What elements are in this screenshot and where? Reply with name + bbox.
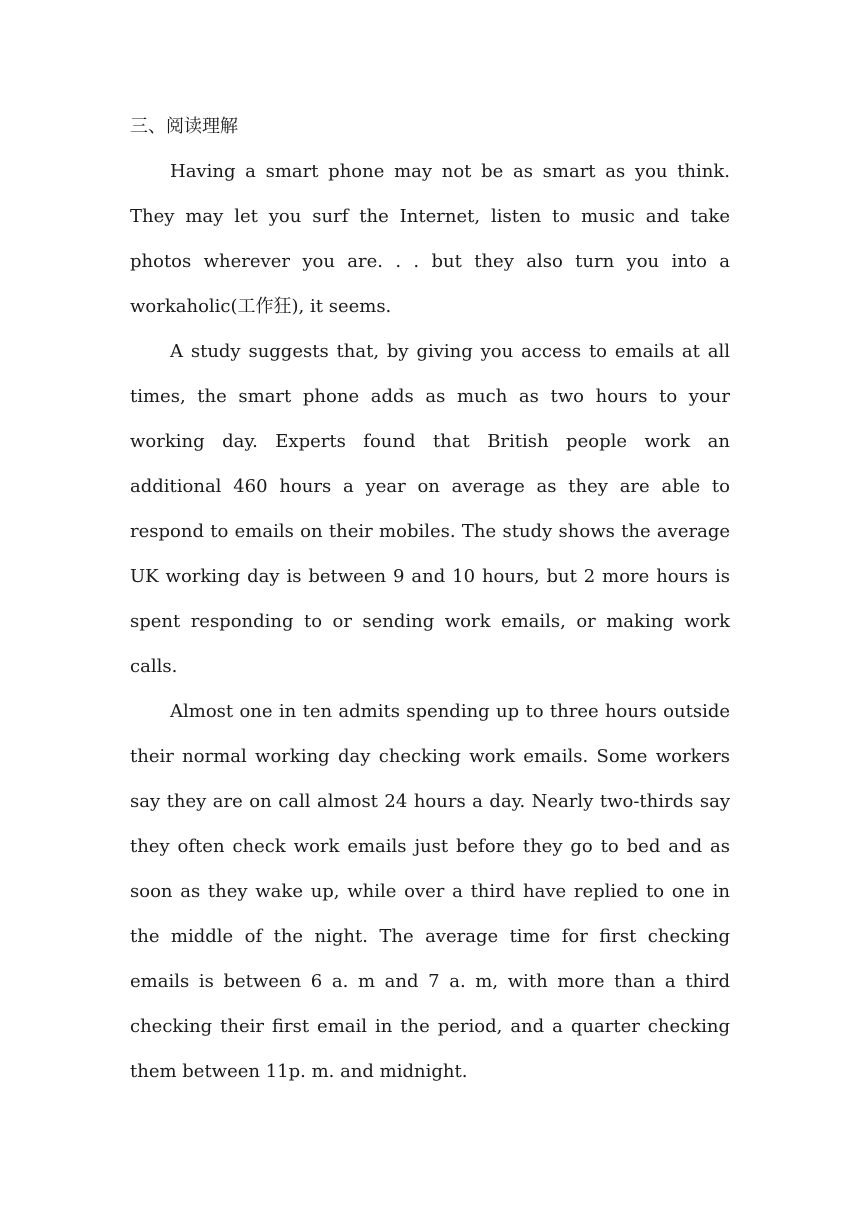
paragraph-1: Having a smart phone may not be as smart as you think. They may let you surf the Internet, listen to music and take photos wherever you are. . . but they also turn you into a workaholic(工作狂), it seems. <box>130 161 730 317</box>
section-title: 三、阅读理解 <box>130 116 238 137</box>
document-page <box>130 104 730 1094</box>
paragraph-3: Almost one in ten admits spending up to three hours outside their normal working day checking work emails. Some workers say they are on call almost 24 hours a day. Nearly two-thirds say they often check work emails just before they go to bed and as soon as they wake up, while over a third have replied to one in the middle of the night. The average time for first checking emails is between 6 a. m and 7 a. m, with more than a third checking their first email in the period, and a quarter checking them between 11p. m. and midnight. <box>130 701 730 1082</box>
paragraph-2: A study suggests that, by giving you access to emails at all times, the smart phone adds as much as two hours to your working day. Experts found that British people work an additional 460 hours a year on average as they are able to respond to emails on their mobiles. The study shows the average UK working day is between 9 and 10 hours, but 2 more hours is spent responding to or sending work emails, or making work calls. <box>130 341 730 677</box>
